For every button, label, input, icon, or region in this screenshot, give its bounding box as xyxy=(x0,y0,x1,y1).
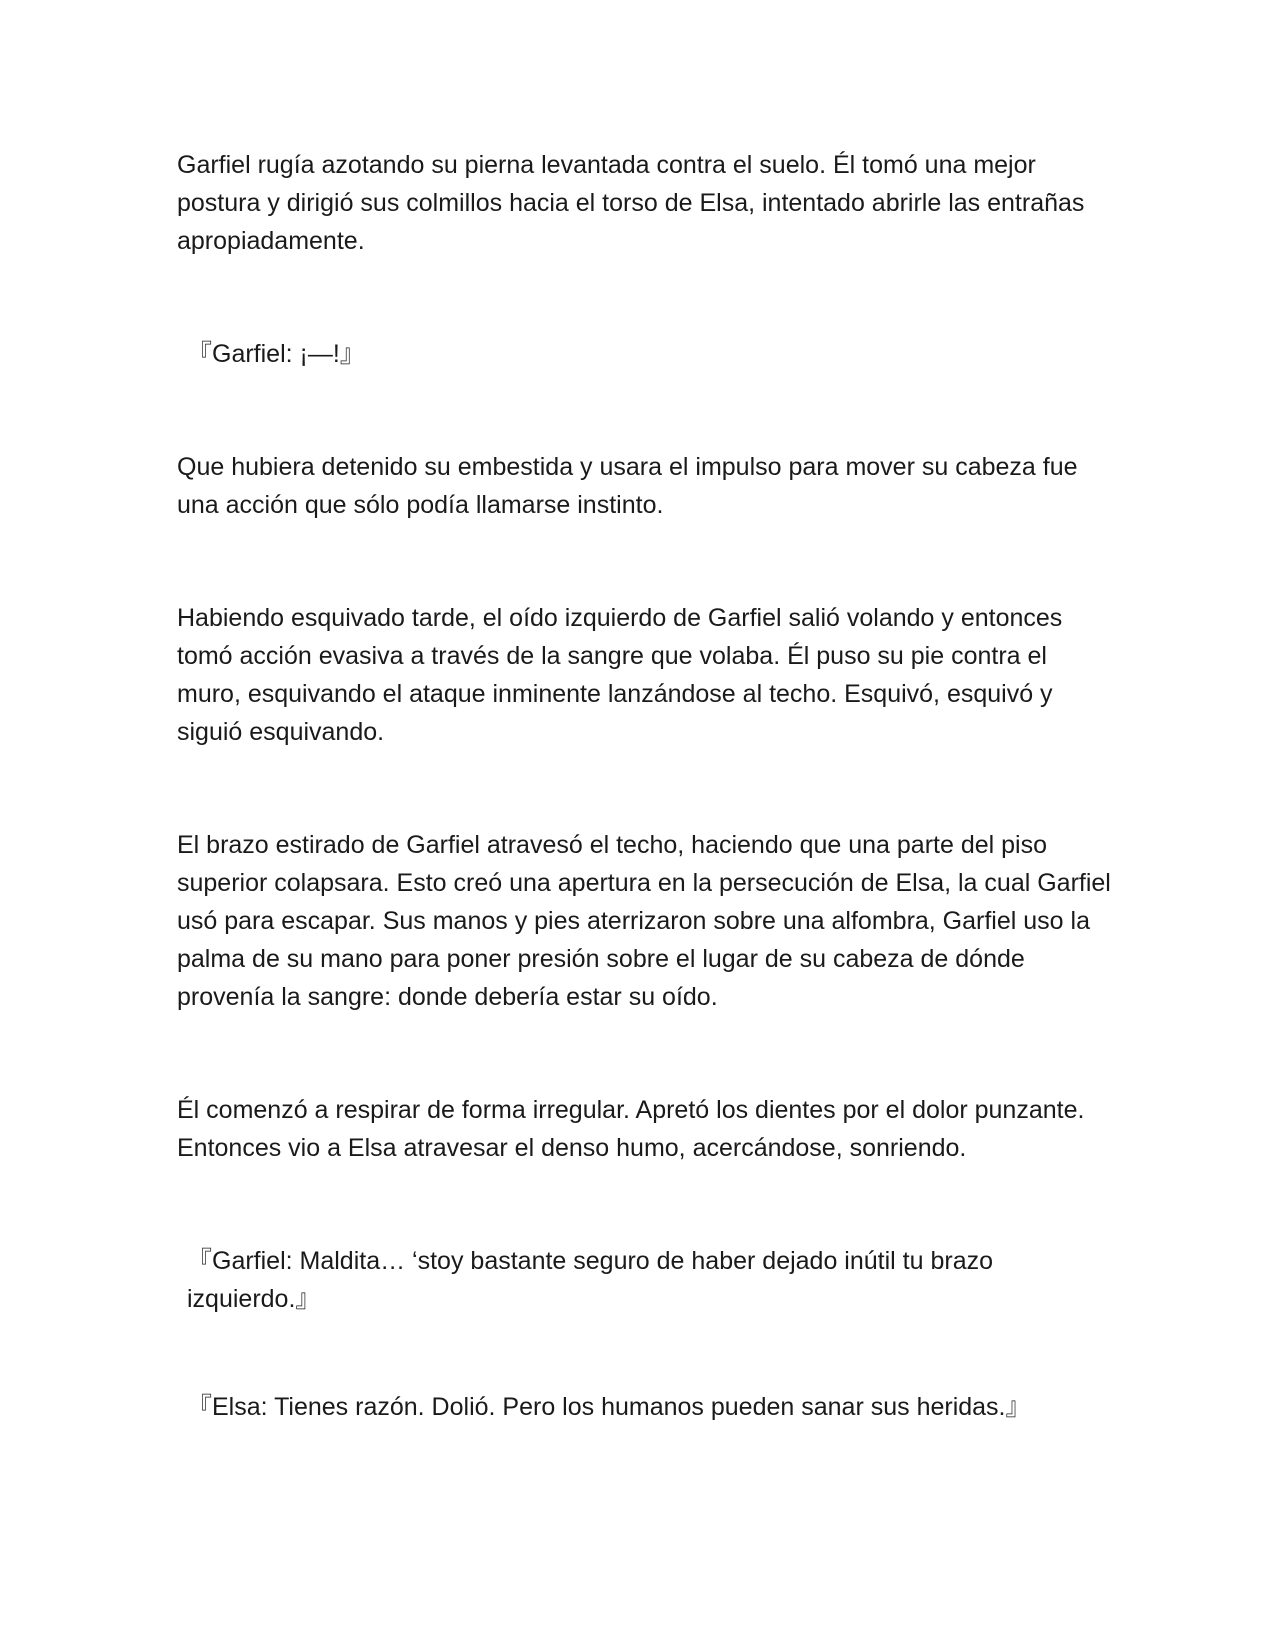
dialogue-1: 『Garfiel: ¡—!』 xyxy=(187,340,365,368)
document-page xyxy=(177,146,1117,1426)
dialogue-3: 『Elsa: Tienes razón. Dolió. Pero los humanos pueden sanar sus heridas.』 xyxy=(187,1393,1031,1421)
paragraph-1: Garfiel rugía azotando su pierna levantada contra el suelo. Él tomó una mejor postura y dirigió sus colmillos hacia el torso de Elsa, intentado abrirle las entrañas apropiadamente. xyxy=(177,151,1085,255)
paragraph-4: El brazo estirado de Garfiel atravesó el techo, haciendo que una parte del piso superior colapsara. Esto creó una apertura en la persecución de Elsa, la cual Garfiel usó para escapar. Sus manos y pies aterrizaron sobre una alfombra, Garfiel uso la palma de su mano para poner presión sobre el lugar de su cabeza de dónde provenía la sangre: donde debería estar su oído. xyxy=(177,831,1111,1011)
paragraph-5: Él comenzó a respirar de forma irregular. Apretó los dientes por el dolor punzante. Entonces vio a Elsa atravesar el denso humo, acercándose, sonriendo. xyxy=(177,1096,1085,1162)
paragraph-2: Que hubiera detenido su embestida y usara el impulso para mover su cabeza fue una acción que sólo podía llamarse instinto. xyxy=(177,453,1078,519)
dialogue-2: 『Garfiel: Maldita… ‘stoy bastante seguro de haber dejado inútil tu brazo izquierdo.』 xyxy=(187,1247,994,1313)
paragraph-3: Habiendo esquivado tarde, el oído izquierdo de Garfiel salió volando y entonces tomó acción evasiva a través de la sangre que volaba. Él puso su pie contra el muro, esquivando el ataque inminente lanzándose al techo. Esquivó, esquivó y siguió esquivando. xyxy=(177,604,1063,746)
